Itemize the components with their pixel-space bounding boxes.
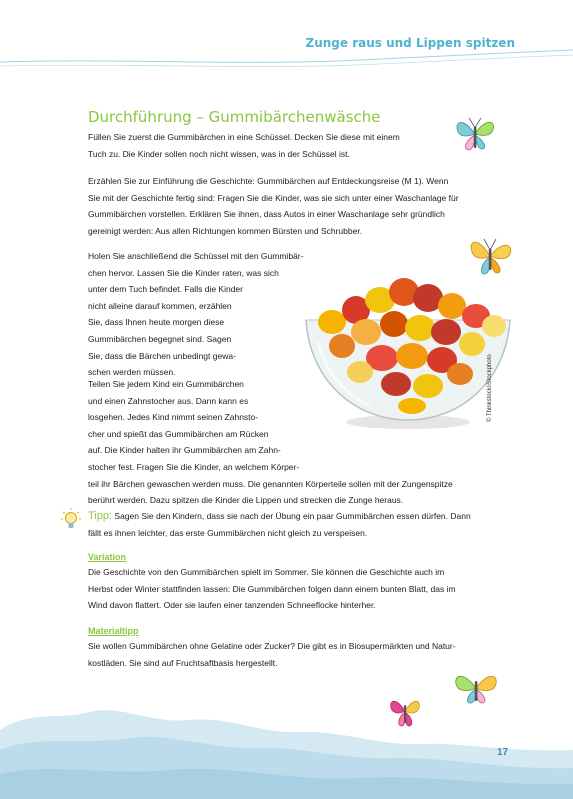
materialtipp-heading: Materialtipp [88,626,139,636]
materialtipp-paragraph: Sie wollen Gummibärchen ohne Gelatine oder Zucker? Die gibt es in Biosupermärkten und Natur- kostläden. Sie sind auf Fruchtsaftbasis hergestellt. [88,641,456,668]
tip-block: Tipp: Sagen Sie den Kindern, dass sie nach der Übung ein paar Gummibärchen essen dürfen. Dann fällt es ihnen leichter, das erste Gummibärchen nicht gleich zu verspeisen. [88,510,471,538]
butterfly-icon [452,114,498,156]
butterfly-icon [388,696,422,730]
variation-heading: Variation [88,552,127,562]
variation-paragraph: Die Geschichte von den Gummibärchen spielt im Sommer. Sie können die Geschichte auch im Herbst oder Winter stattfinden lassen: Die Gummibärchen folgen dann einem bunten Blatt, das im Wind davon flattert. Oder sie laufen einer tanzenden Schneeflocke hinterher. [88,567,456,611]
header-title: Zunge raus und Lippen spitzen [305,36,515,50]
intro-paragraph: Füllen Sie zuerst die Gummibärchen in eine Schüssel. Decken Sie diese mit einem Tuch zu. Die Kinder sollen noch nicht wissen, was in der Schüssel ist. [88,132,400,159]
butterfly-icon [452,670,500,706]
page-number: 17 [497,747,509,758]
tip-label: Tipp: [88,510,113,522]
lightbulb-icon [60,507,82,531]
watercolor-background [0,690,573,799]
section-title: Durchführung – Gummibärchenwäsche [88,108,381,126]
bowl-paragraph: Holen Sie anschließend die Schüssel mit den Gummibär- chen hervor. Lassen Sie die Kinder raten, was sich unter dem Tuch befindet. Falls die Kinder nicht alleine darauf kommen, erzählen Sie, dass Ihnen heute morgen diese Gummibärchen begegnet sind. Sagen Sie, dass die Bärchen unbedingt gewa- schen werden müssen. [88,251,304,378]
story-paragraph: Erzählen Sie zur Einführung die Geschichte: Gummibärchen auf Entdeckungsreise (M 1). Wenn Sie mit der Geschichte fertig sind: Fragen Sie die Kinder, was sie sich unter einer Waschanlage für Gummibärchen vorstellen. Erklären Sie ihnen, dass Autos in einer Waschanlage sehr gründlich gereinigt werden: Aus allen Richtungen kommen Bürsten und Schrubber. [88,176,459,236]
toothpick-paragraph: Teilen Sie jedem Kind ein Gummibärchen und einen Zahnstocher aus. Dann kann es losgehen. Jedes Kind nimmt seinen Zahnsto- cher und spießt das Gummibärchen am Rücken auf. Die Kinder halten ihr Gummibärchen am Zahn- stocher fest. Fragen Sie die Kinder, an welchem Körper- teil ihr Bärchen gewaschen werden muss. Die genannten Körperteile sollen mit der Zungenspitze berührt werden. Dazu spitzen die Kinder die Lippen und strecken die Zunge heraus. [88,379,453,506]
image-credit: © Thinkstock/iStockphoto [487,354,493,422]
